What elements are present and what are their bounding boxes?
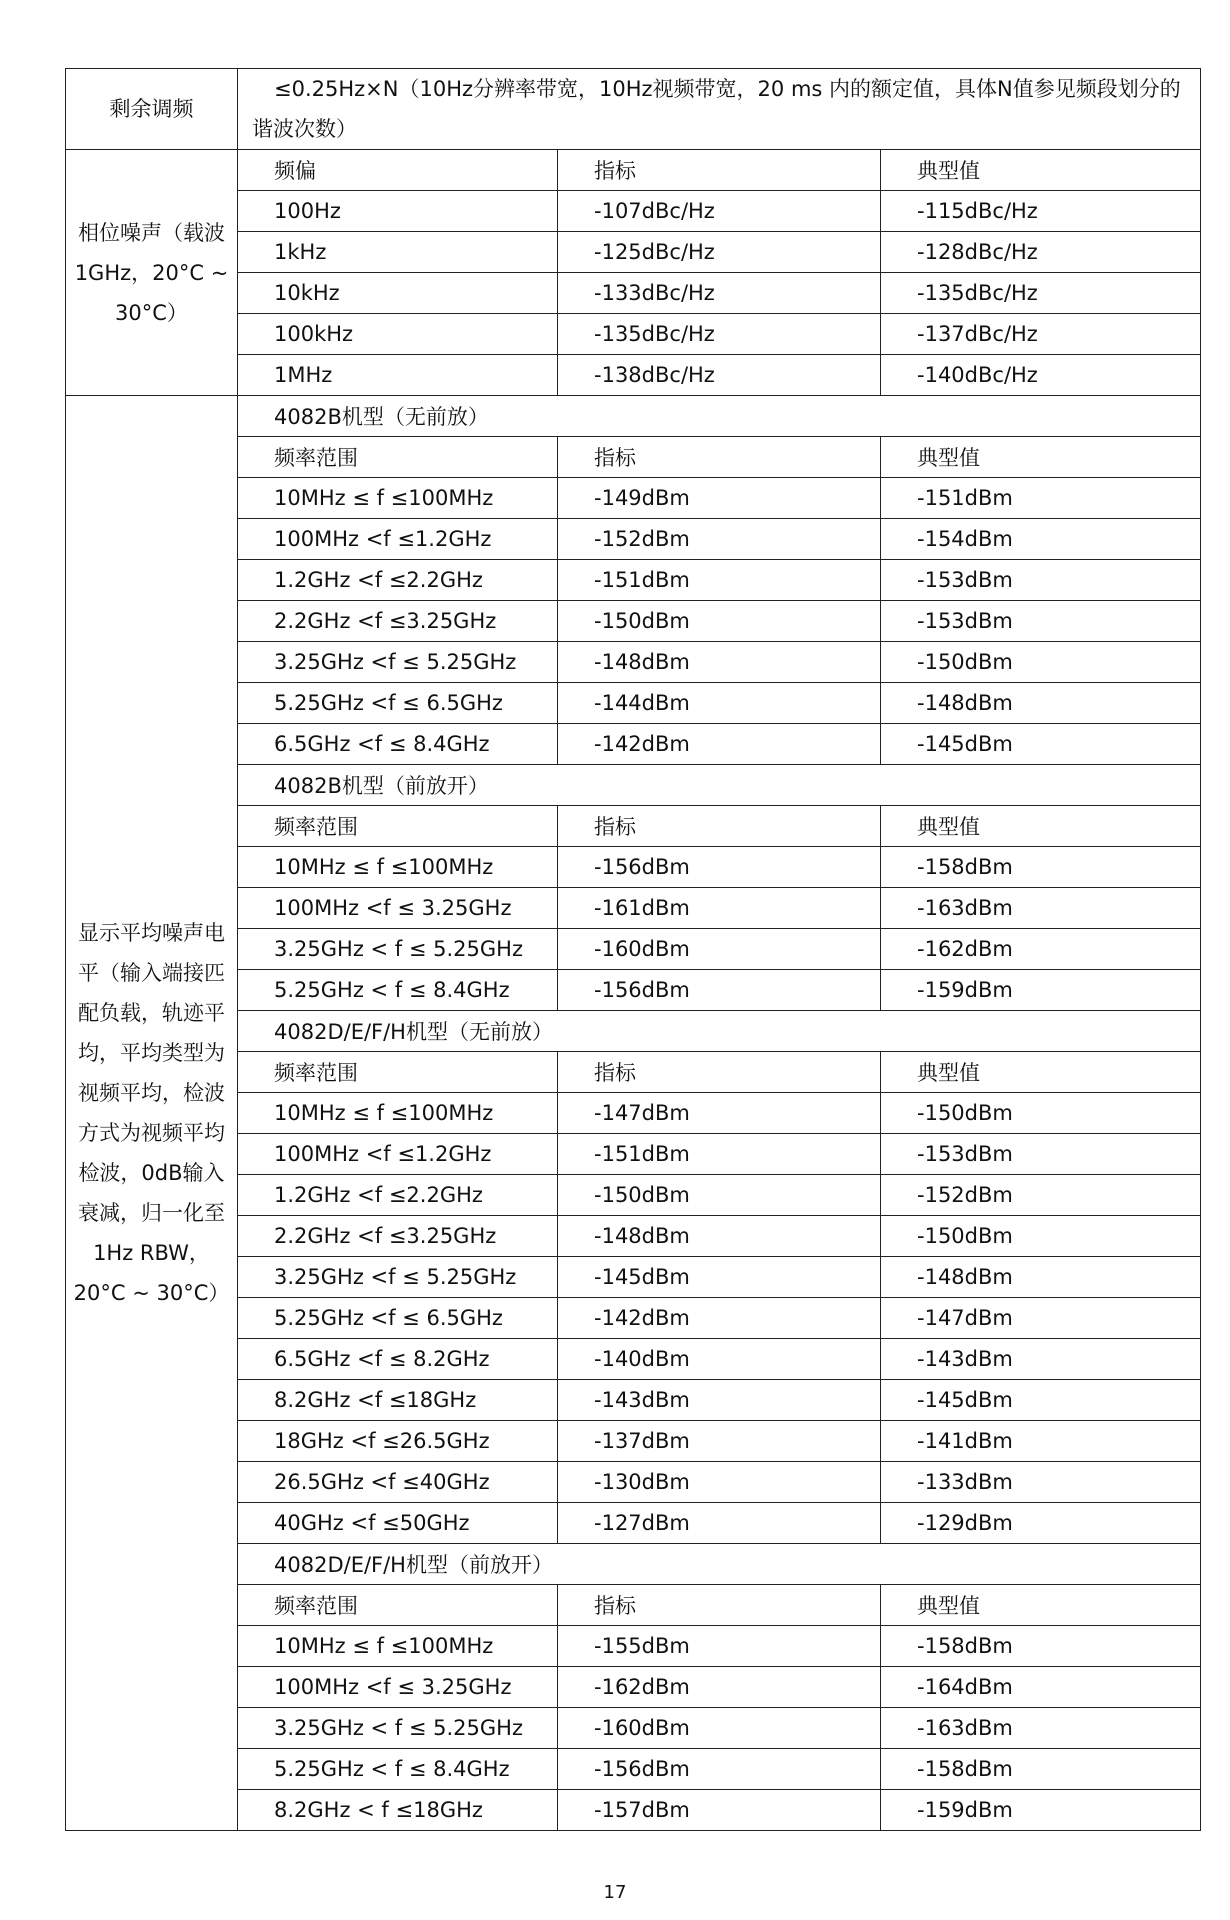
table-cell: -128dBc/Hz xyxy=(881,232,1201,273)
table-cell: -147dBm xyxy=(558,1093,881,1134)
table-cell: 5.25GHz < f ≤ 8.4GHz xyxy=(238,1749,558,1790)
group-title: 4082B机型（前放开） xyxy=(238,765,1201,806)
table-cell: -150dBm xyxy=(558,601,881,642)
table-cell: -107dBc/Hz xyxy=(558,191,881,232)
table-cell: -155dBm xyxy=(558,1626,881,1667)
danl-label: 显示平均噪声电平（输入端接匹配负载，轨迹平均，平均类型为视频平均，检波方式为视频平均检波，0dB输入衰减，归一化至1Hz RBW，20°C ~ 30°C） xyxy=(66,396,238,1831)
table-cell: -153dBm xyxy=(881,601,1201,642)
table-cell: -164dBm xyxy=(881,1667,1201,1708)
table-cell: 100MHz <f ≤ 3.25GHz xyxy=(238,888,558,929)
column-header: 典型值 xyxy=(881,150,1201,191)
table-cell: 8.2GHz < f ≤18GHz xyxy=(238,1790,558,1831)
column-header: 典型值 xyxy=(881,1052,1201,1093)
table-cell: 6.5GHz <f ≤ 8.4GHz xyxy=(238,724,558,765)
table-cell: -115dBc/Hz xyxy=(881,191,1201,232)
table-cell: -145dBm xyxy=(558,1257,881,1298)
table-cell: -137dBm xyxy=(558,1421,881,1462)
column-header: 指标 xyxy=(558,1052,881,1093)
table-cell: 3.25GHz <f ≤ 5.25GHz xyxy=(238,642,558,683)
table-cell: -153dBm xyxy=(881,1134,1201,1175)
table-cell: 3.25GHz <f ≤ 5.25GHz xyxy=(238,1257,558,1298)
table-cell: -143dBm xyxy=(558,1380,881,1421)
column-header: 典型值 xyxy=(881,1585,1201,1626)
table-cell: -154dBm xyxy=(881,519,1201,560)
table-cell: -153dBm xyxy=(881,560,1201,601)
table-cell: -157dBm xyxy=(558,1790,881,1831)
table-cell: -160dBm xyxy=(558,929,881,970)
table-cell: 8.2GHz <f ≤18GHz xyxy=(238,1380,558,1421)
table-cell: 18GHz <f ≤26.5GHz xyxy=(238,1421,558,1462)
table-cell: 1kHz xyxy=(238,232,558,273)
table-cell: -161dBm xyxy=(558,888,881,929)
table-cell: -142dBm xyxy=(558,1298,881,1339)
table-cell: -125dBc/Hz xyxy=(558,232,881,273)
table-cell: 10kHz xyxy=(238,273,558,314)
column-header: 指标 xyxy=(558,150,881,191)
table-cell: -150dBm xyxy=(558,1175,881,1216)
table-cell: -150dBm xyxy=(881,1216,1201,1257)
group-title: 4082D/E/F/H机型（无前放） xyxy=(238,1011,1201,1052)
table-cell: 3.25GHz < f ≤ 5.25GHz xyxy=(238,1708,558,1749)
table-cell: -158dBm xyxy=(881,847,1201,888)
table-cell: -144dBm xyxy=(558,683,881,724)
table-cell: 100Hz xyxy=(238,191,558,232)
table-cell: -152dBm xyxy=(881,1175,1201,1216)
residual-fm-label: 剩余调频 xyxy=(66,69,238,150)
table-cell: -158dBm xyxy=(881,1626,1201,1667)
table-cell: 26.5GHz <f ≤40GHz xyxy=(238,1462,558,1503)
column-header: 频率范围 xyxy=(238,1052,558,1093)
group-title-row xyxy=(66,396,1201,437)
table-cell: 1MHz xyxy=(238,355,558,396)
table-cell: -140dBc/Hz xyxy=(881,355,1201,396)
table-cell: -152dBm xyxy=(558,519,881,560)
column-header: 典型值 xyxy=(881,806,1201,847)
table-cell: -142dBm xyxy=(558,724,881,765)
column-header: 频偏 xyxy=(238,150,558,191)
column-header: 指标 xyxy=(558,806,881,847)
group-title: 4082D/E/F/H机型（前放开） xyxy=(238,1544,1201,1585)
table-cell: -151dBm xyxy=(558,1134,881,1175)
column-header: 频率范围 xyxy=(238,806,558,847)
table-cell: 3.25GHz < f ≤ 5.25GHz xyxy=(238,929,558,970)
column-header: 频率范围 xyxy=(238,437,558,478)
table-cell: -135dBc/Hz xyxy=(558,314,881,355)
table-cell: -149dBm xyxy=(558,478,881,519)
table-cell: -129dBm xyxy=(881,1503,1201,1544)
table-cell: -130dBm xyxy=(558,1462,881,1503)
table-cell: 5.25GHz <f ≤ 6.5GHz xyxy=(238,1298,558,1339)
table-cell: 10MHz ≤ f ≤100MHz xyxy=(238,1093,558,1134)
table-cell: -133dBm xyxy=(881,1462,1201,1503)
table-cell: -163dBm xyxy=(881,888,1201,929)
table-cell: -145dBm xyxy=(881,1380,1201,1421)
table-cell: 100kHz xyxy=(238,314,558,355)
table-cell: 5.25GHz < f ≤ 8.4GHz xyxy=(238,970,558,1011)
table-cell: -148dBm xyxy=(881,683,1201,724)
table-cell: 40GHz <f ≤50GHz xyxy=(238,1503,558,1544)
table-cell: -140dBm xyxy=(558,1339,881,1380)
table-cell: 5.25GHz <f ≤ 6.5GHz xyxy=(238,683,558,724)
table-cell: 10MHz ≤ f ≤100MHz xyxy=(238,1626,558,1667)
table-cell: 1.2GHz <f ≤2.2GHz xyxy=(238,560,558,601)
table-cell: 2.2GHz <f ≤3.25GHz xyxy=(238,601,558,642)
table-cell: -151dBm xyxy=(881,478,1201,519)
table-cell: -150dBm xyxy=(881,642,1201,683)
table-cell: 100MHz <f ≤ 3.25GHz xyxy=(238,1667,558,1708)
table-cell: -141dBm xyxy=(881,1421,1201,1462)
table-cell: 10MHz ≤ f ≤100MHz xyxy=(238,478,558,519)
table-cell: -143dBm xyxy=(881,1339,1201,1380)
table-cell: 1.2GHz <f ≤2.2GHz xyxy=(238,1175,558,1216)
table-cell: -135dBc/Hz xyxy=(881,273,1201,314)
column-header: 指标 xyxy=(558,1585,881,1626)
page-number: 17 xyxy=(603,1882,627,1903)
table-cell: -127dBm xyxy=(558,1503,881,1544)
table-cell: -137dBc/Hz xyxy=(881,314,1201,355)
spec-table-body xyxy=(66,69,1201,1831)
table-cell: -158dBm xyxy=(881,1749,1201,1790)
column-header: 典型值 xyxy=(881,437,1201,478)
table-cell: -133dBc/Hz xyxy=(558,273,881,314)
table-cell: 2.2GHz <f ≤3.25GHz xyxy=(238,1216,558,1257)
phase-noise-label: 相位噪声（载波1GHz，20°C ~ 30°C） xyxy=(66,150,238,396)
table-cell: -163dBm xyxy=(881,1708,1201,1749)
table-cell: -156dBm xyxy=(558,970,881,1011)
table-cell: -148dBm xyxy=(558,1216,881,1257)
table-cell: -160dBm xyxy=(558,1708,881,1749)
table-cell: -147dBm xyxy=(881,1298,1201,1339)
phase-noise-header-row xyxy=(66,150,1201,191)
table-cell: 100MHz <f ≤1.2GHz xyxy=(238,1134,558,1175)
table-cell: -145dBm xyxy=(881,724,1201,765)
table-cell: -156dBm xyxy=(558,1749,881,1790)
group-title: 4082B机型（无前放） xyxy=(238,396,1201,437)
residual-fm-row xyxy=(66,69,1201,150)
table-cell: -162dBm xyxy=(881,929,1201,970)
residual-fm-value: ≤0.25Hz×N（10Hz分辨率带宽，10Hz视频带宽，20 ms 内的额定值，具体N值参见频段划分的谐波次数） xyxy=(238,69,1201,150)
table-cell: 6.5GHz <f ≤ 8.2GHz xyxy=(238,1339,558,1380)
table-cell: -156dBm xyxy=(558,847,881,888)
table-cell: -138dBc/Hz xyxy=(558,355,881,396)
table-cell: -150dBm xyxy=(881,1093,1201,1134)
table-cell: -148dBm xyxy=(881,1257,1201,1298)
spec-table xyxy=(65,68,1201,1831)
table-cell: -159dBm xyxy=(881,1790,1201,1831)
table-cell: 10MHz ≤ f ≤100MHz xyxy=(238,847,558,888)
table-cell: 100MHz <f ≤1.2GHz xyxy=(238,519,558,560)
table-cell: -151dBm xyxy=(558,560,881,601)
column-header: 频率范围 xyxy=(238,1585,558,1626)
column-header: 指标 xyxy=(558,437,881,478)
table-cell: -148dBm xyxy=(558,642,881,683)
table-cell: -162dBm xyxy=(558,1667,881,1708)
table-cell: -159dBm xyxy=(881,970,1201,1011)
